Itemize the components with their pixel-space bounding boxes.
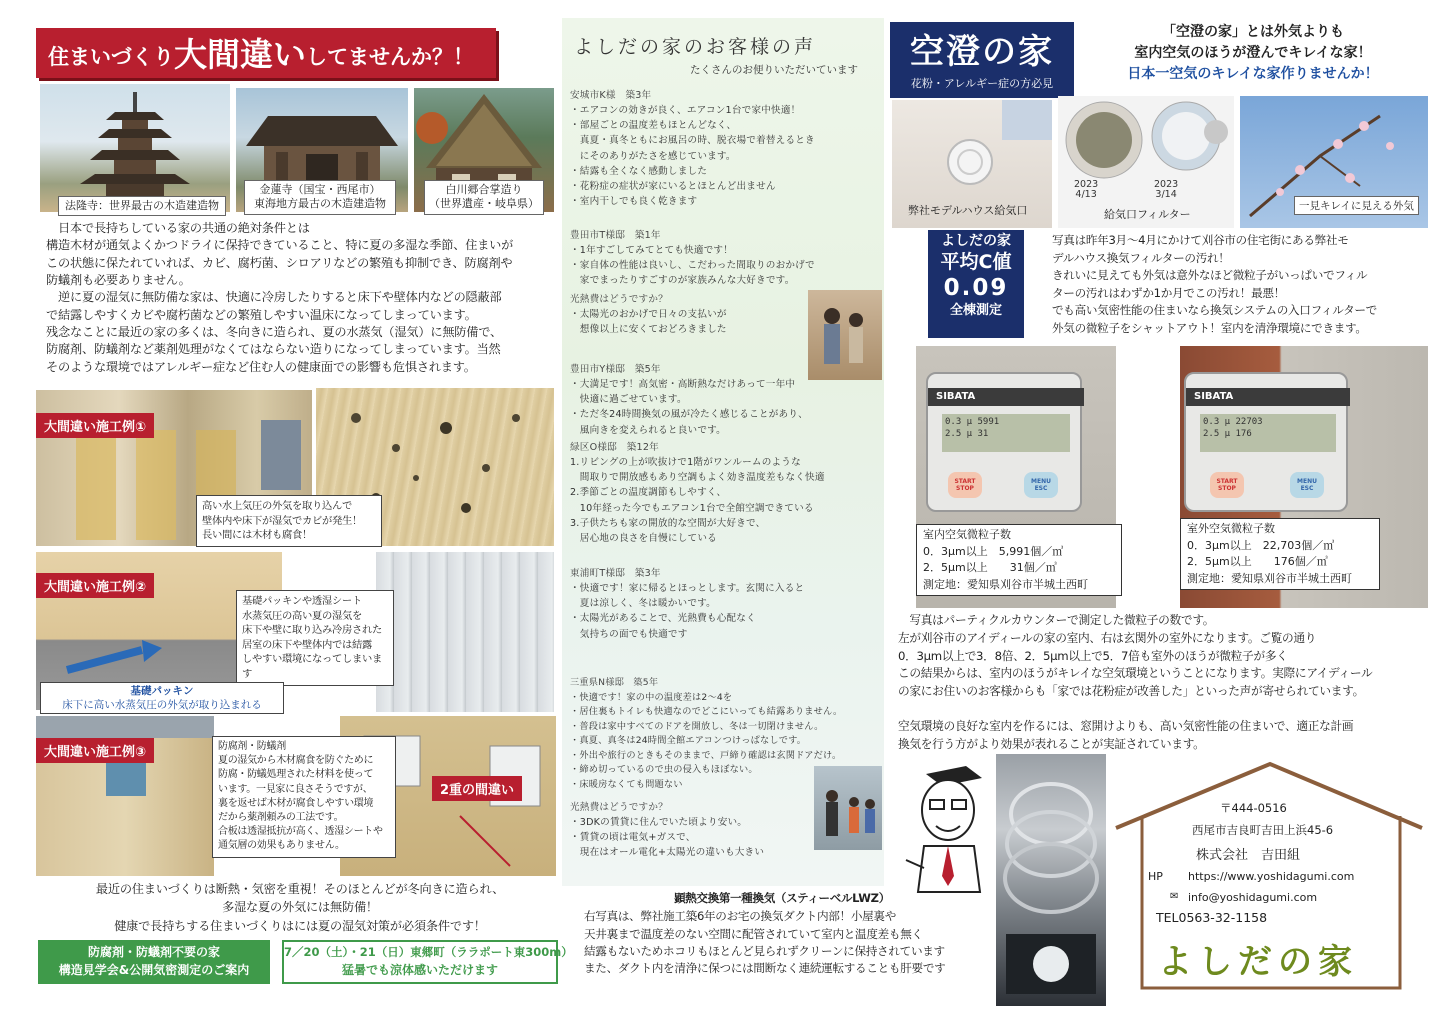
filter-line: 写真は昨年3月～4月にかけて刈谷市の住宅街にある弊社モ (1052, 233, 1349, 247)
intro-paragraphs (46, 220, 558, 376)
voice-line: 家でまったりすごすのが家族みんな大好きです。 (570, 275, 795, 287)
duct-section (584, 890, 1004, 978)
voice-line: 10年経った今でもエアコン1台で全館空調できている (570, 502, 814, 514)
voice-line: ・エアコンの効きが良く、エアコン1台で家中快適！ (570, 105, 801, 117)
family-illustration (814, 766, 882, 850)
event-subtitle: 猛暑でも涼体感いただけます (341, 963, 498, 978)
example2-note: 基礎パッキンや透湿シート 水蒸気圧の高い夏の湿気を 床下や壁に取り込み冷房された 居室の床下や壁体内では結露 しやすい環境になってしまいます (236, 590, 394, 686)
kusumi-subtitle: 花粉・アレルギー症の方必見 (910, 77, 1054, 90)
filter-line: デルハウス換気フィルターの汚れ！ (1052, 250, 1230, 265)
voice-line: 3.子供たちも家の開放的な空間が大好きで、 (570, 517, 766, 529)
indoor-menu-button[interactable]: MENU ESC (1024, 472, 1058, 498)
indoor-display-1: 0.3 μ 5991 (945, 417, 1000, 427)
example2-photo-sheet (376, 552, 554, 712)
indoor-line2: 2．5μm以上 31個／㎥ (923, 561, 1057, 574)
intro-line: 防蟻剤も必要ありません。 (46, 272, 191, 287)
voice-head: 豊田市T様邸 築1年 (570, 230, 661, 241)
voice-line: 夏は涼しく、冬は暖かいです。 (570, 598, 716, 610)
headline-emphasis: 大間違い (174, 35, 306, 74)
voice-line: ・太陽光のおかげで日々の支払いが (570, 309, 727, 321)
example2-sub-text: 床下に高い水蒸気圧の外気が取り込まれる (62, 699, 262, 712)
voice-line: ・大満足です！高気密・高断熱なだけあって一年中 (570, 379, 796, 391)
company-name: 株式会社 吉田組 (1196, 848, 1301, 863)
particle-line: 左が刈谷市のアイディールの家の室内、右は玄関外の室外になります。ご覧の通り (898, 630, 1317, 645)
filter-line: でも高い気密性能の住まいなら換気システムの入口フィルターで (1052, 303, 1377, 318)
outdoor-meter-brand (1186, 388, 1350, 406)
lead-line-3: 日本一空気のキレイな家作りませんか！ (1127, 66, 1379, 82)
environment-text (898, 718, 1428, 754)
konrenji-caption: 金蓮寺（国宝・西尾市） 東海地方最古の木造建造物 (244, 180, 396, 215)
voice-line: ・室内干しでも良く乾きます (570, 196, 698, 208)
voice-line: ・快適です！家に帰るとほっとします。玄関に入ると (570, 583, 805, 595)
outdoor-title: 室外空気微粒子数 (1187, 522, 1275, 535)
filter-line: ターの汚れはわずか1か月でこの汚れ！最悪！ (1052, 285, 1285, 300)
voice-2 (570, 228, 880, 289)
outdoor-meter-body (1184, 372, 1348, 512)
outdoor-display-1: 0.3 μ 22703 (1203, 417, 1263, 427)
outdoor-location: 測定地：愛知県刈谷市半城土西町 (1187, 571, 1352, 585)
voice-line: ・家自体の性能は良いし、こだわった間取りのおかげで (570, 260, 815, 272)
voice-line: ・快適です！家の中の温度差は2〜4を (570, 691, 733, 703)
company-mail[interactable]: info@yoshidagumi.com (1188, 891, 1318, 904)
example2-arrow (62, 640, 172, 684)
voice-line: ・結露も全くなく感動しました (570, 165, 708, 177)
outside-caption: 一見キレイに見える外気 (1294, 196, 1419, 215)
closing-line: 最近の住まいづくりは断熱・気密を重視！そのほとんどが冬向きに造られ、 (95, 882, 505, 896)
indoor-result-box (916, 524, 1122, 596)
c-value-line3: 全棟測定 (949, 303, 1002, 318)
kusumi-lead (1078, 22, 1428, 85)
voice-6 (570, 566, 882, 642)
example2-sub-title: 基礎パッキン (130, 685, 194, 697)
mail-icon: ✉ (1170, 891, 1179, 902)
voice-line: ・1年すごしてみてとても快適です！ (570, 245, 734, 257)
voice-line: にそのありがたさを感じています。 (570, 150, 736, 162)
filter-date-1: 2023 4/13 (1074, 179, 1099, 201)
voice-line: 想像以上に安くておどろきました (570, 324, 727, 336)
vent-caption: 弊社モデルハウス給気口 (908, 204, 1028, 217)
voice-head: 光熱費はどうですか？ (570, 802, 668, 813)
intro-line: で結露しやすくカビや腐朽菌などの繁殖しやすい温床になってしまっています。 (46, 307, 477, 322)
filter-caption: 給気口フィルター (1104, 208, 1191, 221)
voice-line: 快適に過ごせています。 (570, 394, 687, 406)
voice-head: 東浦町T様邸 築3年 (570, 568, 661, 579)
duct-illustration (996, 754, 1106, 1006)
example1-note: 高い水上気圧の外気を取り込んで 壁体内や床下が湿気でカビが発生！ 長い間には木材も腐食！ (196, 495, 382, 547)
c-value-number: 0.09 (943, 275, 1009, 302)
voice-line: ・床暖房なくても問題ない (570, 778, 683, 790)
voice-3 (570, 292, 806, 337)
example1-label: 大間違い施工例① (36, 413, 154, 438)
example3-label: 大間違い施工例③ (36, 738, 154, 763)
particle-line: 写真はパーティクルカウンターで測定した微粒子の数です。 (898, 613, 1215, 627)
headline-prefix: 住まいづくり (48, 45, 174, 69)
indoor-meter-body (926, 372, 1082, 512)
pagoda-illustration (40, 84, 230, 212)
voice-line: ・外出や旅行のときもそのままで、戸締り確認は玄関ドアだけ。 (570, 749, 842, 761)
outdoor-start-button[interactable]: START STOP (1210, 472, 1244, 498)
indoor-display-2: 2.5 μ 31 (945, 428, 989, 439)
particle-line: 0．3μm以上で3．8倍、2．5μm以上で5．7倍も室外のほうが微粒子が多く (898, 648, 1288, 663)
duct-line: また、ダクト内を清浄に保つには間断なく連続運転することも肝要です (584, 961, 946, 976)
lead-line-2: 室内空気のほうが澄んでキレイな家！ (1134, 45, 1372, 61)
intro-line: 防腐剤、防蟻剤など薬剤処理がなくてはならない造りになってしまっています。当然 (46, 342, 501, 357)
voice-line: 間取りで開放感もあり空調もよく効き温度差もなく快適 (570, 472, 825, 484)
voice-1 (570, 88, 880, 209)
voice-line: ・普段は家中すべてのドアを開放し、冬は一切閉けません。 (570, 720, 824, 732)
indoor-meter-brand (928, 388, 1084, 406)
voice-line: 1.リビングの上が吹抜けで1階がワンルームのような (570, 457, 801, 469)
example3-note: 防腐剤・防蟻剤 夏の湿気から木材腐食を防ぐために 防腐・防蟻処理された材料を使って います。一見家に良さそうですが、 裏を返せば木材が腐食しやすい環境 だから薬剤頼みの工法です。 合板は透湿抵抗が高く、透湿シートや 通気層の効果もありません。 (212, 736, 396, 858)
outdoor-line1: 0．3μm以上 22,703個／㎥ (1187, 538, 1335, 552)
environment-line: 空気環境の良好な室内を作るには、窓開けよりも、高い気密性能の住まいで、適正な計画 (898, 719, 1354, 733)
example2-subcaption (40, 682, 284, 714)
voice-line: ・太陽光があることで、光熱費も心配なく (570, 613, 756, 625)
intro-line: 逆に夏の湿気に無防備な家は、快適に冷房したりすると床下や壁体内などの隠蔽部 (46, 290, 502, 305)
duct-line: 右写真は、弊社施工築6年のお宅の換気ダクト内部！小屋裏や (584, 909, 897, 924)
voice-line: 居心地の良さを自慢にしている (570, 532, 717, 544)
duct-line: 結露もないためホコリもほとんど見られずクリーンに保持されています (584, 944, 945, 959)
voice-line: ・真夏、真冬は24時間全館エアコンつけっぱなしです。 (570, 735, 807, 747)
intro-line: この状態に保たれていれば、カビ、腐朽菌、シロアリなどの繁殖も抑制でき、防腐剤や (46, 255, 513, 270)
outdoor-display-2: 2.5 μ 176 (1203, 428, 1252, 439)
duct-photo (996, 754, 1106, 1006)
company-hp[interactable]: https://www.yoshidagumi.com (1188, 870, 1355, 883)
voice-head: 緑区O様邸 築12年 (570, 442, 659, 453)
voices-title: よしだの家のお客様の声 (574, 36, 817, 58)
intro-line: 構造木材が通気よくかつドライに保持できていること、特に夏の多湿な季節、住まいが (46, 238, 514, 253)
indoor-line1: 0．3μm以上 5,991個／㎥ (923, 544, 1064, 558)
particle-explanation (898, 612, 1428, 701)
indoor-location: 測定地：愛知県刈谷市半城土西町 (923, 577, 1088, 591)
voice-line: ・締め切っているので虫の侵入もほぼない。 (570, 764, 758, 776)
particle-line: この結果からは、室内のほうがキレイな空気環境ということになります。実際にアイディール (898, 666, 1373, 681)
voice-line: 2.季節ごとの温度調節もしやすく、 (570, 487, 727, 499)
voice-8 (570, 800, 814, 861)
headline-text (48, 32, 474, 76)
voice-line: 現在はオール電化+太陽光の違いも大きい (570, 847, 765, 859)
filter-line: きれいに見えても外気は意外なほど微粒子がいっぱいでフィル (1052, 268, 1368, 283)
intro-line: 残念なことに最近の家の多くは、冬向きに造られ、夏の水蒸気（湿気）に無防備で、 (46, 324, 503, 339)
event-green-box[interactable]: 防腐剤・防蟻剤不要の家 構造見学会&公開気密測定のご案内 (38, 940, 270, 984)
kusumi-title: 空澄の家 (910, 32, 1054, 72)
company-tel[interactable]: TEL0563-32-1158 (1156, 910, 1268, 925)
voice-line: ・部屋ごとの温度差もほとんどなく、 (570, 120, 737, 132)
voices-subtitle: たくさんのお便りいただいています (690, 64, 858, 76)
voice-head: 豊田市Y様邸 築5年 (570, 364, 661, 375)
voice-line: 風向きを変えられると良いです。 (570, 424, 726, 436)
voice-line: 気持ちの面でも快適です (570, 628, 688, 640)
voice-line: ・賃貸の頃は電気+ガスで、 (570, 832, 696, 844)
filter-line: 外気の微粒子をシャットアウト！室内を清浄環境にできます。 (1052, 321, 1367, 336)
company-house (1110, 758, 1428, 998)
filter-explanation (1052, 232, 1432, 338)
particle-line: の家にお住いのお客様からも「家では花粉症が改善した」といった声が寄せられています。 (898, 684, 1364, 699)
outdoor-brand-text: SIBATA (1194, 391, 1234, 402)
outdoor-line2: 2．5μm以上 176個／㎥ (1187, 555, 1328, 568)
indoor-title: 室内空気微粒子数 (923, 528, 1011, 541)
voice-head: 三重県N様邸 築5年 (570, 677, 659, 688)
company-postal: 〒444-0516 (1220, 801, 1287, 815)
event-date-box[interactable] (282, 940, 573, 984)
shirakawa-caption: 白川郷合掌造り （世界遺産・岐阜県） (424, 180, 544, 215)
voice-line: ・ただ冬24時間換気の風が冷たく感じることがあり、 (570, 409, 808, 421)
closing-line: 多湿な夏の外気には無防備！ (222, 900, 378, 915)
company-address: 西尾市吉良町吉田上浜45-6 (1192, 823, 1334, 837)
filter-date-2: 2023 3/14 (1154, 179, 1179, 201)
horyuji-caption: 法隆寺：世界最古の木造建造物 (58, 196, 226, 216)
voice-line: ・3DKの賃貸に住んでいた頃より安い。 (570, 817, 748, 829)
voice-4 (570, 362, 882, 438)
example2-label: 大間違い施工例② (36, 573, 154, 598)
voice-head: 安城市K様 築3年 (570, 90, 652, 101)
voice-line: ・居住裏もトイレも快適なのでどこにいっても結露ありません。 (570, 706, 843, 718)
c-value-line1: よしだの家 (941, 233, 1011, 249)
indoor-start-button[interactable]: START STOP (948, 472, 982, 498)
voice-5 (570, 440, 882, 546)
intro-line: 日本で長持ちしている家の共通の絶対条件とは (46, 221, 310, 235)
company-logo: よしだの家 (1158, 942, 1358, 982)
company-hp-label: HP (1148, 870, 1163, 883)
voice-head: 光熱費はどうですか？ (570, 294, 668, 305)
headline-suffix: してませんか？！ (306, 45, 474, 69)
duct-line: 天井裏まで温度差のない空間に配管されていて室内と温度差も無く (584, 926, 923, 941)
c-value-box (928, 230, 1024, 338)
indoor-meter-display (942, 414, 1070, 452)
horyuji-photo (40, 84, 230, 212)
president-illustration (896, 756, 992, 896)
voice-line: 真夏・真冬ともにお風呂の時、脱衣場で着替えるとき (570, 135, 815, 147)
example3-double-mistake: 2重の間違い (432, 776, 522, 801)
voice-line: ・花粉症の症状が家にいるとほとんど出ません (570, 180, 776, 192)
outdoor-meter-display (1200, 414, 1336, 452)
intro-line: そのような環境ではアレルギー症など住む人の健康面での影響も危惧されます。 (46, 359, 476, 374)
outdoor-result-box (1180, 518, 1380, 590)
c-value-line2: 平均C値 (940, 250, 1012, 273)
kusumi-title-box (890, 22, 1074, 98)
indoor-brand-text: SIBATA (936, 391, 976, 402)
environment-line: 換気を行う方がより効果が表れることが実証されています。 (898, 736, 1205, 751)
duct-title: 顕熱交換第一種換気（スティーベルLWZ） (674, 891, 890, 905)
closing-text (40, 880, 560, 935)
family-photo-2 (814, 766, 882, 850)
closing-line: 健康で長持ちする住まいづくりはには夏の湿気対策が必須条件です！ (114, 918, 486, 933)
outdoor-menu-button[interactable]: MENU ESC (1290, 472, 1324, 498)
event-date: 7／20（土）・21（日）東郷町（ララポート東300m） (284, 945, 573, 959)
lead-line-1: 「空澄の家」とは外気よりも (1162, 24, 1344, 40)
